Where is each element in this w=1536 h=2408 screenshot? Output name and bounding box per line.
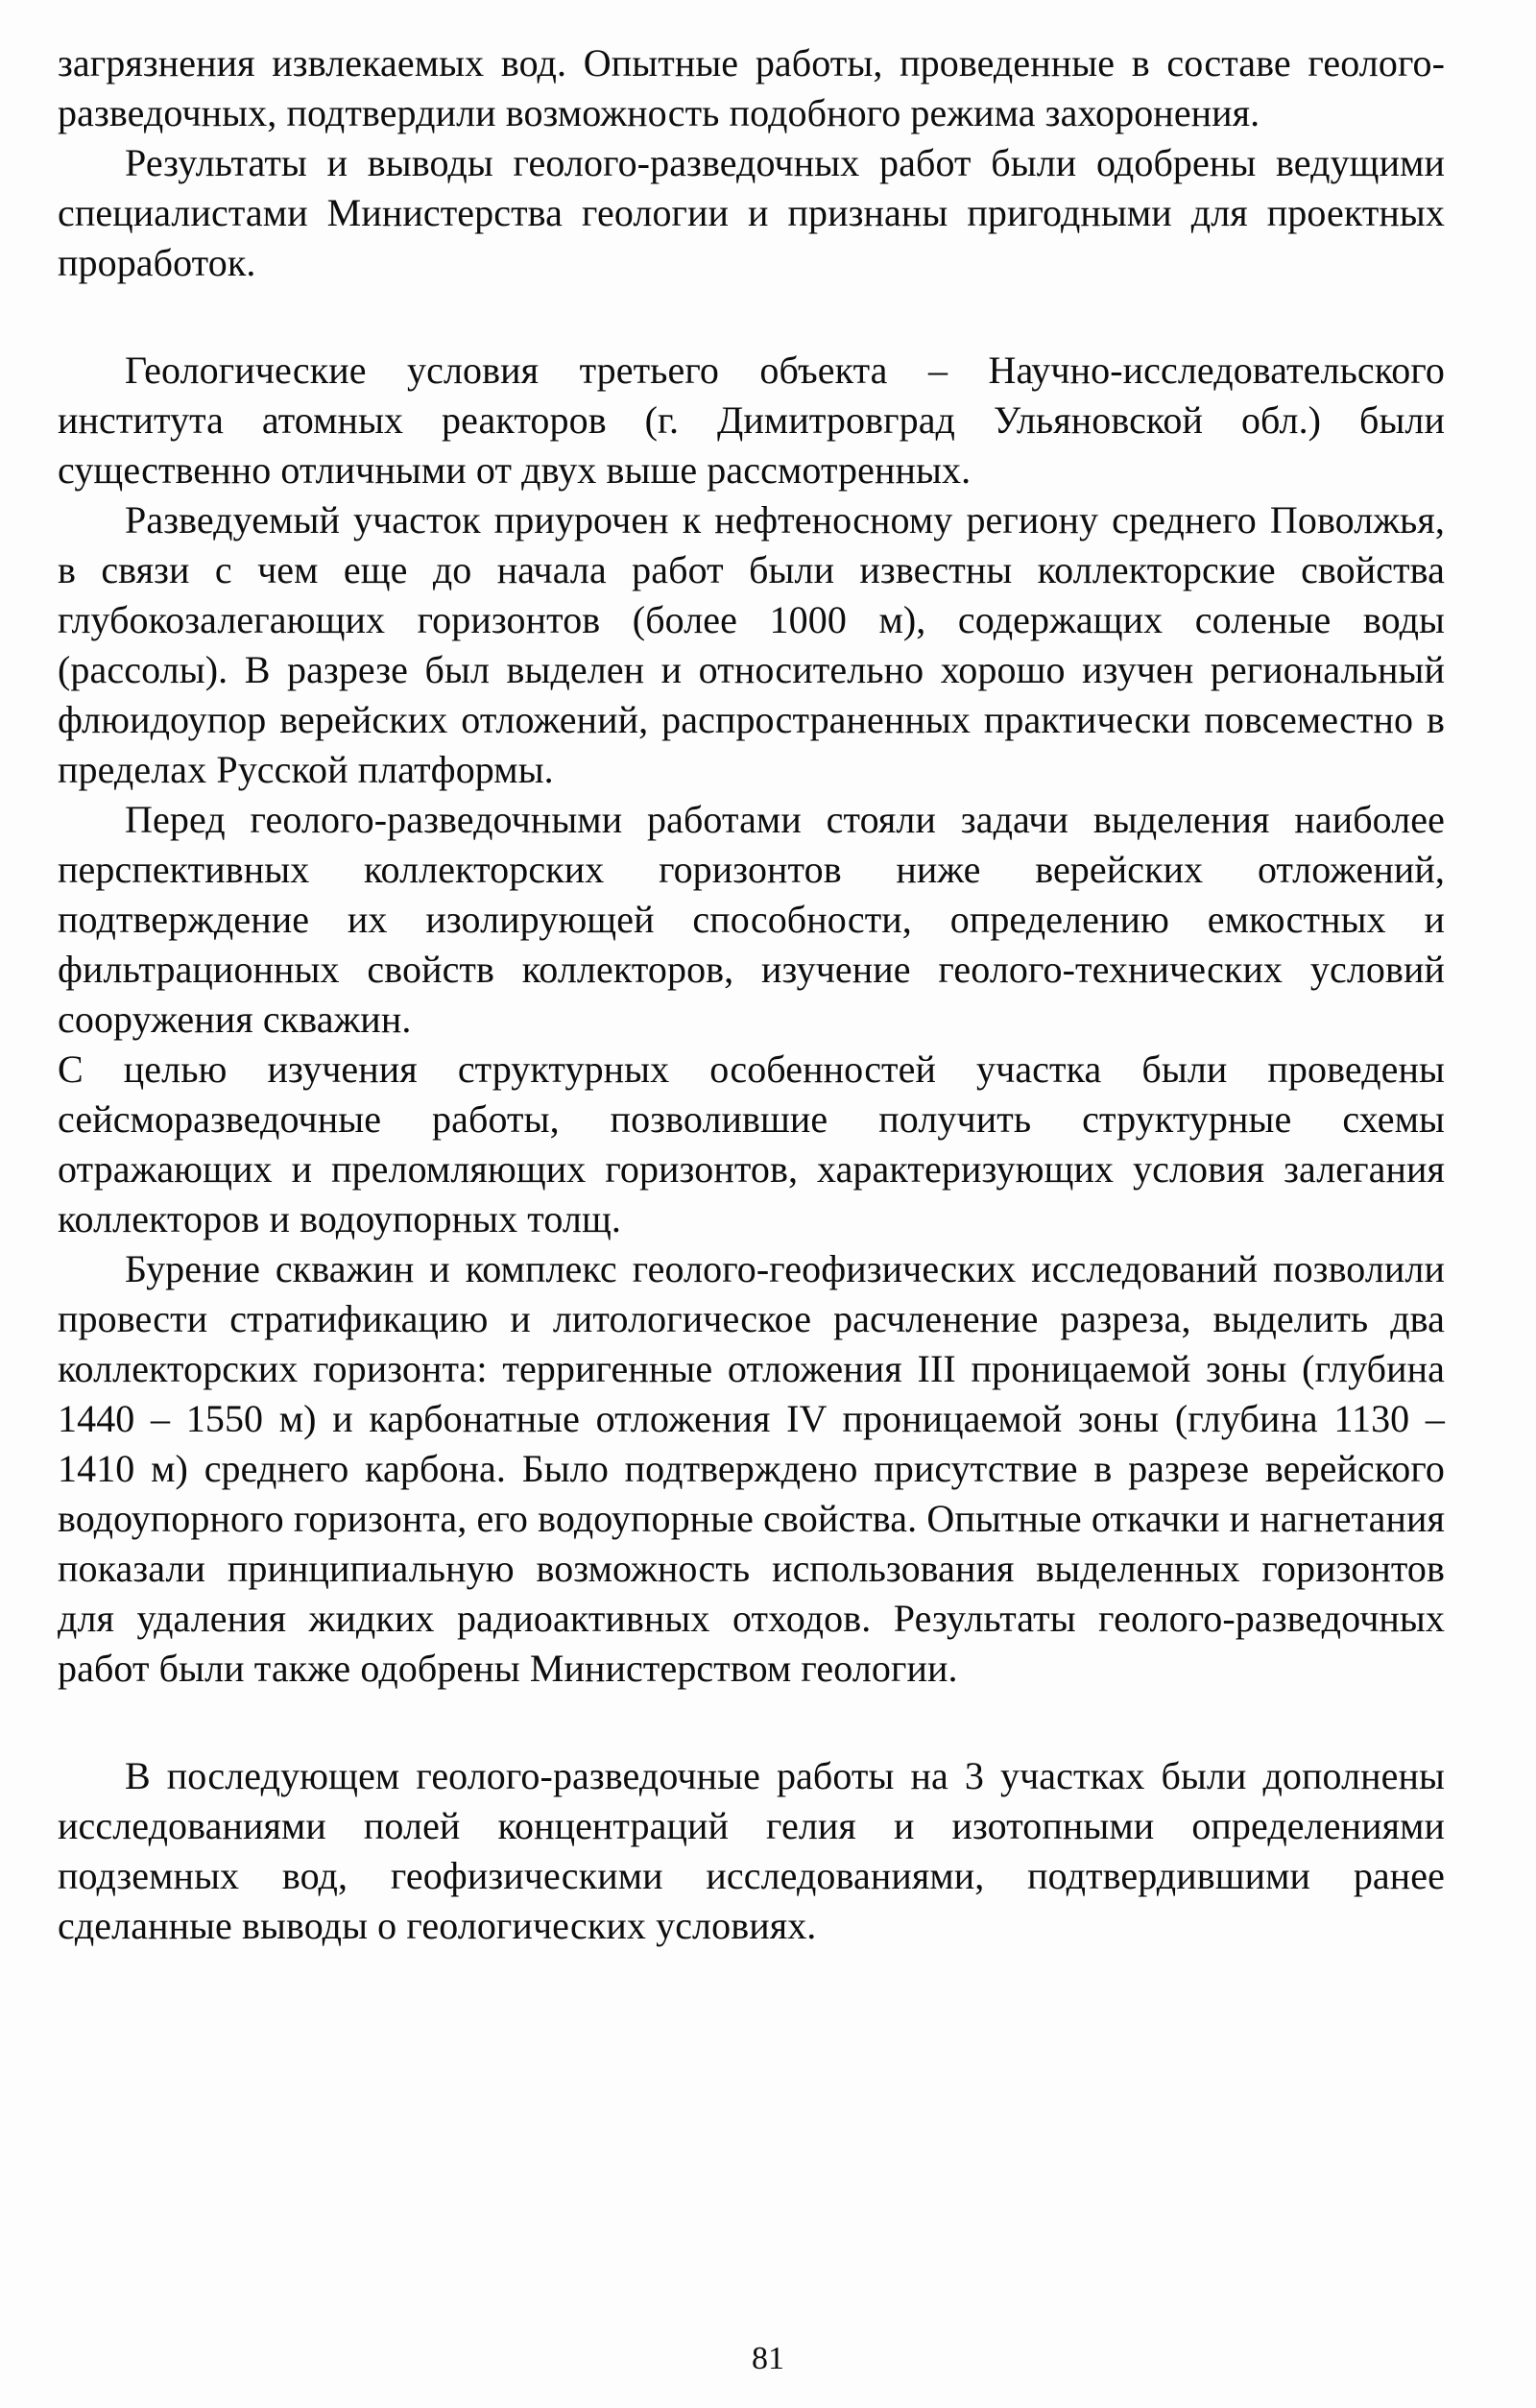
page-body: [58, 38, 1445, 1951]
page-number: 81: [752, 2341, 784, 2376]
paragraph: Геологические условия третьего объекта – Научно-исследовательского института атомных реакторов (г. Димитровград Ульяновской обл.) были существенно отличными от двух выше рассмотренных.: [58, 349, 1445, 492]
paragraph: загрязнения извлекаемых вод. Опытные работы, проведенные в составе геолого-разведочных, подтвердили возможность подобного режима захоронения.: [58, 41, 1445, 134]
paragraph: Результаты и выводы геолого-разведочных работ были одобрены ведущими специалистами Министерства геологии и признаны пригодными для проектных проработок.: [58, 141, 1445, 284]
paragraph: Перед геолого-разведочными работами стояли задачи выделения наиболее перспективных коллекторских горизонтов ниже верейских отложений, подтверждение их изолирующей способности, определению емкостных и фильтрационных свойств коллекторов, изучение геолого-технических условий сооружения скважин.: [58, 798, 1445, 1041]
paragraph: С целью изучения структурных особенностей участка были проведены сейсморазведочные работы, позволившие получить структурные схемы отражающих и преломляющих горизонтов, характеризующих условия залегания коллекторов и водоупорных толщ.: [58, 1047, 1445, 1240]
paragraph: Разведуемый участок приурочен к нефтеносному региону среднего Поволжья, в связи с чем еще до начала работ были известны коллекторские свойства глубокозалегающих горизонтов (более 1000 м), содержащих соленые воды (рассолы). В разрезе был выделен и относительно хорошо изучен региональный флюидоупор верейских отложений, распространенных практически повсеместно в пределах Русской платформы.: [58, 498, 1445, 791]
paragraph: В последующем геолого-разведочные работы на 3 участках были дополнены исследованиями полей концентраций гелия и изотопными определениями подземных вод, геофизическими исследованиями, подтвердившими ранее сделанные выводы о геологических условиях.: [58, 1754, 1445, 1947]
paragraph: Бурение скважин и комплекс геолого-геофизических исследований позволили провести стратификацию и литологическое расчленение разреза, выделить два коллекторских горизонта: терригенные отложения III проницаемой зоны (глубина 1440 – 1550 м) и карбонатные отложения IV проницаемой зоны (глубина 1130 – 1410 м) среднего карбона. Было подтверждено присутствие в разрезе верейского водоупорного горизонта, его водоупорные свойства. Опытные откачки и нагнетания показали принципиальную возможность использования выделенных горизонтов для удаления жидких радиоактивных отходов. Результаты геолого-разведочных работ были также одобрены Министерством геологии.: [58, 1247, 1445, 1690]
